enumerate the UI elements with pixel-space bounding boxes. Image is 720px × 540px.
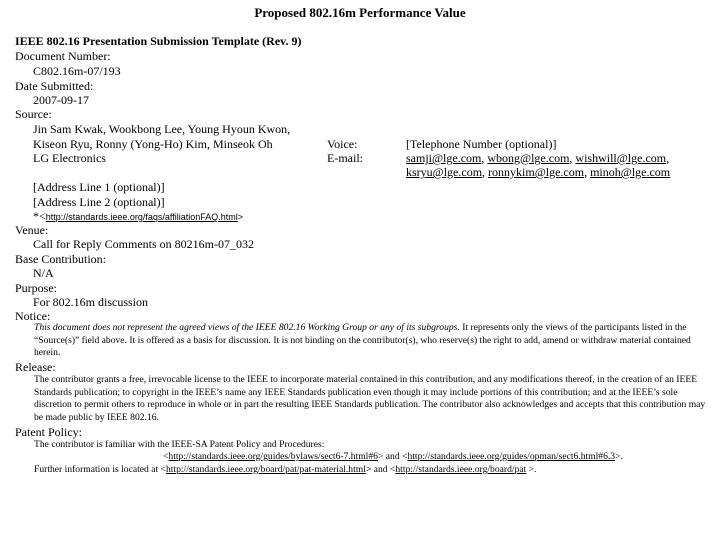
affiliation-faq: *<http://standards.ieee.org/faqs/affiliationFAQ.html>	[33, 209, 243, 223]
patent-line1: The contributor is familiar with the IEEE-SA Patent Policy and Procedures:	[34, 439, 325, 450]
base-contribution-value: N/A	[33, 266, 54, 280]
email-link[interactable]: ksryu@lge.com	[406, 165, 483, 179]
authors-line2: Kiseon Ryu, Ronny (Yong-Ho) Kim, Minseok Oh	[33, 137, 273, 151]
telephone: [Telephone Number (optional)]	[406, 137, 557, 151]
email-link[interactable]: wbong@lge.com	[487, 151, 570, 165]
bylaws-link[interactable]: http://standards.ieee.org/guides/bylaws/sect6-7.html#6	[168, 451, 378, 462]
patent-links-line: <http://standards.ieee.org/guides/bylaws/sect6-7.html#6> and <http://standards.ieee.org/guides/opman/sect6.html#6.3>.	[163, 451, 623, 462]
address-line2: [Address Line 2 (optional)]	[33, 195, 165, 209]
company: LG Electronics	[33, 151, 106, 165]
source-label: Source:	[15, 107, 52, 121]
voice-label: Voice:	[327, 137, 358, 151]
purpose-label: Purpose:	[15, 281, 57, 295]
email-link[interactable]: wishwill@lge.com	[575, 151, 667, 165]
address-line1: [Address Line 1 (optional)]	[33, 180, 165, 194]
venue-value: Call for Reply Comments on 80216m-07_032	[33, 237, 254, 251]
purpose-value: For 802.16m discussion	[33, 295, 149, 309]
patent-further-line: Further information is located at <http://standards.ieee.org/board/pat/pat-material.html> and <http://standards.ieee.org/board/pat >.	[34, 464, 537, 475]
notice-label: Notice:	[15, 309, 51, 323]
email-link[interactable]: samji@lge.com	[406, 151, 482, 165]
email-link[interactable]: ronnykim@lge.com	[488, 165, 585, 179]
doc-number: C802.16m-07/193	[33, 64, 121, 78]
email-label: E-mail:	[327, 151, 363, 165]
venue-label: Venue:	[15, 223, 49, 237]
page-title: Proposed 802.16m Performance Value	[254, 5, 466, 20]
notice-text: This document does not represent the agreed views of the IEEE 802.16 Working Group or any of its subgroups. It represents only the views of the participants listed in the “Source(s)” field above. It is offered as a basis for discussion. It is not binding on the contributor(s), who reserve(s) the right to add, amend or withdraw material contained herein.	[34, 322, 691, 359]
patent-policy-label: Patent Policy:	[15, 425, 82, 439]
release-text: The contributor grants a free, irrevocable license to the IEEE to incorporate material contained in this contribution, and any modifications thereof, in the creation of an IEEE Standards publication; to copyright in the IEEE’s name any IEEE Standards publication even though it may include portions of this contribution; and at the IEEE’s sole discretion to permit others to reproduce in whole or in part the resulting IEEE Standards publication. The contributor also acknowledges and accepts that this contribution may be made public by IEEE 802.16.	[34, 374, 706, 423]
release-label: Release:	[15, 360, 56, 374]
template-label: IEEE 802.16 Presentation Submission Template (Rev. 9)	[15, 34, 302, 48]
pat-board-link[interactable]: http://standards.ieee.org/board/pat	[395, 464, 527, 475]
doc-number-label: Document Number:	[15, 49, 111, 63]
base-contribution-label: Base Contribution:	[15, 252, 106, 266]
date-label: Date Submitted:	[15, 79, 94, 93]
email-link[interactable]: minoh@lge.com	[590, 165, 671, 179]
authors-line1: Jin Sam Kwak, Wookbong Lee, Young Hyoun Kwon,	[33, 122, 291, 136]
email-list-line2: ksryu@lge.com, ronnykim@lge.com, minoh@lge.com	[406, 165, 671, 179]
opman-link[interactable]: http://standards.ieee.org/guides/opman/sect6.html#6.3	[407, 451, 616, 462]
email-list-line1: samji@lge.com, wbong@lge.com, wishwill@lge.com,	[406, 151, 670, 165]
faq-link[interactable]: http://standards.ieee.org/faqs/affiliationFAQ.html	[45, 212, 238, 222]
date-value: 2007-09-17	[33, 93, 89, 107]
pat-material-link[interactable]: http://standards.ieee.org/board/pat/pat-material.html	[165, 464, 366, 475]
